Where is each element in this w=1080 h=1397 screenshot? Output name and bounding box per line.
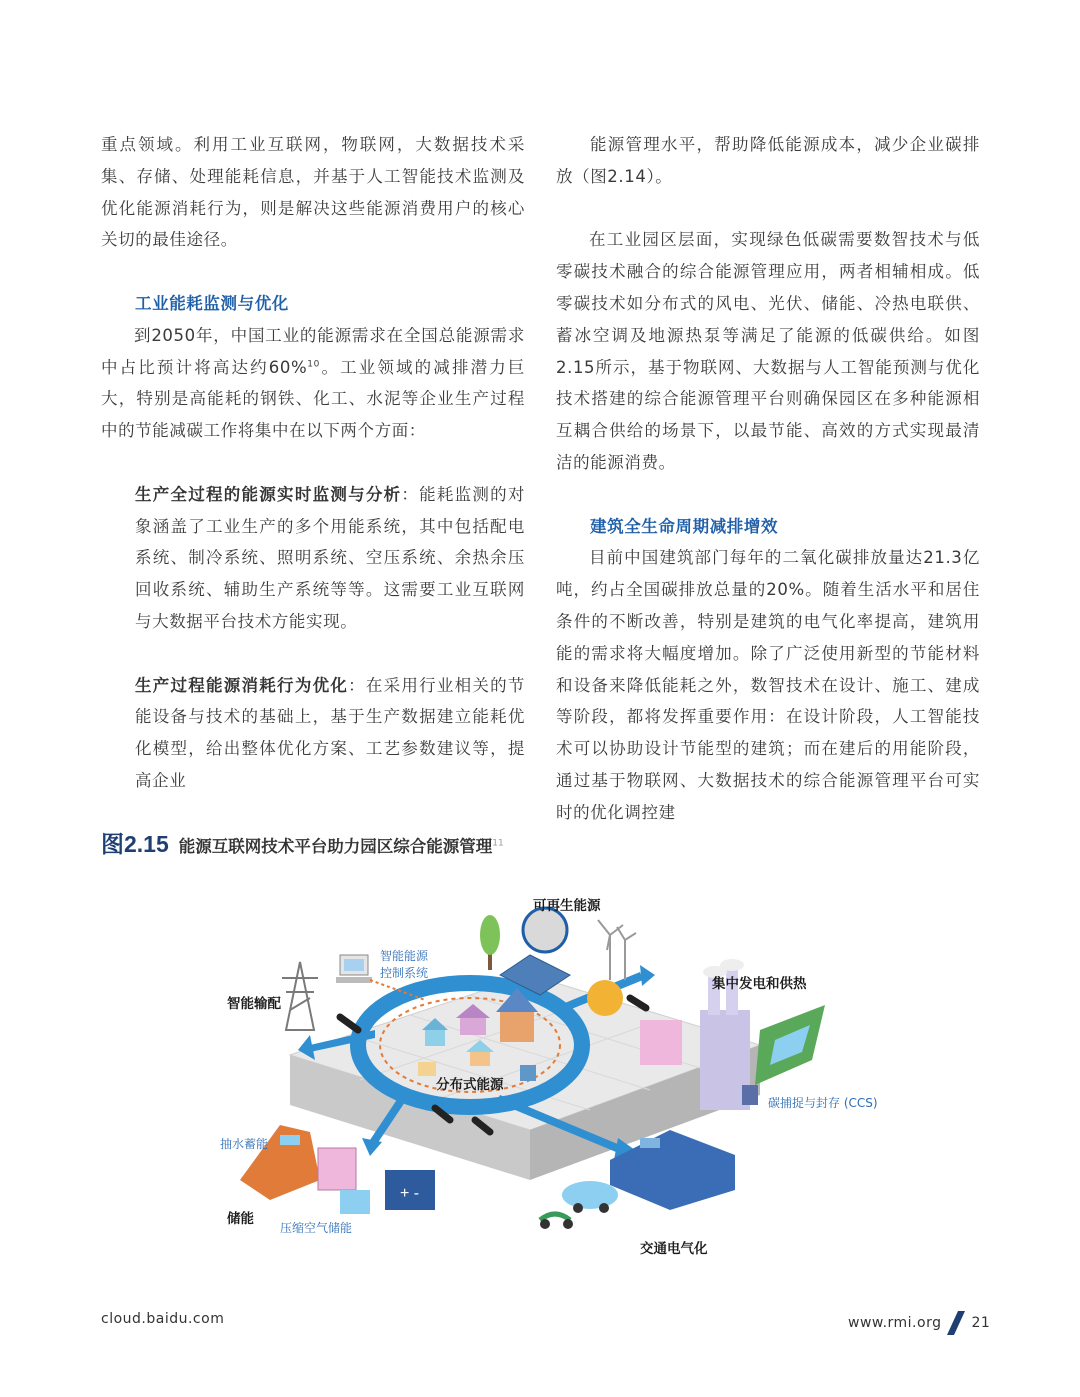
- svg-text:+ -: + -: [400, 1185, 420, 1202]
- right-paragraph-1: 能源管理水平，帮助降低能源成本，减少企业碳排放（图2.14）。: [556, 135, 980, 186]
- slash-divider-icon: [947, 1311, 965, 1335]
- right-column: [556, 129, 980, 829]
- left-paragraph-2: 到2050年，中国工业的能源需求在全国总能源需求中占比预计将高达约60%$^{10}$。工业领域的减排潜力巨大，特别是高能耗的钢铁、化工、水泥等企业生产过程中的节能减碳工作将集中在以下两个方面：: [101, 325, 525, 441]
- label-ccs: 碳捕捉与封存 (CCS): [768, 1096, 878, 1110]
- transmission-tower: [282, 962, 318, 1030]
- label-ev: 交通电气化: [640, 1241, 708, 1257]
- label-distributed: 分布式能源: [436, 1077, 504, 1093]
- label-central-power: 集中发电和供热: [712, 976, 807, 992]
- left-paragraph-1: 重点领域。利用工业互联网，物联网，大数据技术采集、存储、处理能耗信息，并基于人工智能技术监测及优化能源消耗行为，则是解决这些能源消费用户的核心关切的最佳途径。: [101, 135, 525, 250]
- right-paragraph-3: 目前中国建筑部门每年的二氧化碳排放量达21.3亿吨，约占全国碳排放总量的20%。随着生活水平和居住条件的不断改善，特别是建筑的电气化率提高，建筑用能的需求将大幅度增加。除了广泛使用新型的节能材料和设备来降低能耗之外，数智技术在设计、施工、建成等阶段，都将发挥重要作用：在设计阶段，人工智能技术可以协助设计节能型的建筑；而在建后的用能阶段，通过基于物联网、大数据技术的综合能源管理平台可实时的优化调控建: [556, 548, 980, 822]
- label-compressed-air: 压缩空气储能: [280, 1221, 353, 1235]
- label-pumped-hydro: 抽水蓄能: [220, 1137, 269, 1151]
- heading-industrial-energy: 工业能耗监测与优化: [135, 293, 289, 313]
- item-consumption-optimization: 生产过程能源消耗行为优化：在采用行业相关的节能设备与技术的基础上，基于生产数据建立能耗优化模型，给出整体优化方案、工艺参数建议等，提高企业: [135, 675, 526, 790]
- label-smart-grid: 智能输配: [227, 996, 281, 1012]
- item-realtime-monitoring: 生产全过程的能源实时监测与分析：能耗监测的对象涵盖了工业生产的多个用能系统，其中包括配电系统、制冷系统、照明系统、空压系统、余热余压回收系统、辅助生产系统等等。这需要工业互联网与大数据平台技术方能实现。: [135, 484, 526, 631]
- label-storage: 储能: [227, 1211, 254, 1227]
- label-renewable: 可再生能源: [533, 898, 601, 914]
- footer-right: [848, 1311, 990, 1335]
- footnote-ref-11: 11: [492, 838, 504, 849]
- label-smart-control-2: 控制系统: [380, 966, 429, 980]
- page-number: 21: [971, 1315, 991, 1331]
- figure-title: [101, 826, 504, 858]
- left-column: [101, 129, 525, 797]
- right-paragraph-2: 在工业园区层面，实现绿色低碳需要数智技术与低零碳技术融合的综合能源管理应用，两者相辅相成。低零碳技术如分布式的风电、光伏、储能、冷热电联供、蓄冰空调及地源热泵等满足了能源的低碳供给。如图2.15所示，基于物联网、大数据与人工智能预测与优化技术搭建的综合能源管理平台则确保园区在多种能源相互耦合供给的场景下，以最节能、高效的方式实现最清洁的能源消费。: [556, 230, 980, 472]
- heading-building-lifecycle: 建筑全生命周期减排增效: [590, 516, 779, 536]
- figure-number: 图2.15: [101, 831, 169, 857]
- footer-right-url: www.rmi.org: [848, 1315, 942, 1331]
- footnote-ref-10: 10: [307, 359, 320, 370]
- energy-internet-diagram: [200, 880, 900, 1265]
- label-smart-control-1: 智能能源: [380, 949, 429, 963]
- footer-left-url: cloud.baidu.com: [101, 1311, 225, 1327]
- figure-caption: 能源互联网技术平台助力园区综合能源管理$^{11}$: [178, 837, 504, 856]
- control-computer: [336, 955, 372, 983]
- diagram-illustration: [200, 880, 900, 1265]
